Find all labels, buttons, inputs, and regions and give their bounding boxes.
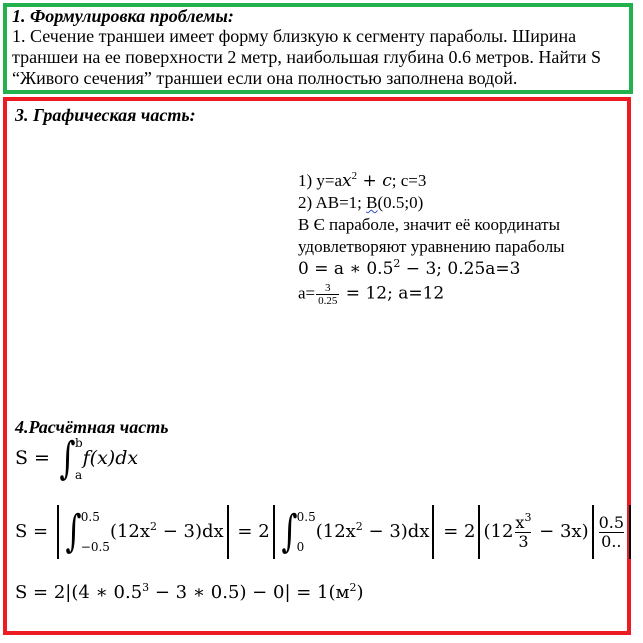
step-3: В Є параболе, значит её координаты [298,215,561,234]
fraction: $\frac{3}{0.25}$ [318,282,338,307]
integral-sign: ∫ [59,433,76,484]
formula-final-result: S = 2|(4 ∗ $0.5^3 - 3$ ∗ $0.5) - 0| = 1(м^2)$ [15,581,364,603]
formula-integral-definition: S = ∫ b a f(x)dx [15,433,139,484]
calc-heading: 4.Расчётная часть [15,417,169,437]
problem-heading: 1. Формулировка проблемы: [12,6,234,26]
problem-line-2: траншеи на ее поверхности 2 метр, наибольшая глубина 0.6 метров. Найти S [12,47,602,67]
integral-sign: ∫ [281,506,298,557]
graphic-steps [298,170,565,307]
problem-line-1: 1. Сечение траншеи имеет форму близкую к сегменту параболы. Ширина [12,26,577,46]
step-2: 2) AB=1; B(0.5;0) [298,193,424,212]
step-4: удовлетворяют уравнению параболы [298,237,565,256]
graphic-heading: 3. Графическая часть: [15,105,196,125]
integral-sign: ∫ [65,506,82,557]
step-5: 0 = a ∗ $0.5^2 - 3$; 0.25a=3 [298,257,521,279]
formula-integral-evaluation: S = ∫ 0.5 −0.5 $(12x^2 - 3)dx = 2$ ∫ 0.5 0 $(12x^2 - 3)dx = 2$ (12 $\frac{x^3}{3}$ − 3x) $\frac{0.5}{0..}$ [15,505,634,559]
step-6: a= $\frac{3}{0.25}$ = 12; a=12 [298,282,445,307]
problem-line-3: “Живого сечения” траншеи если она полностью заполнена водой. [12,68,518,88]
step-1: 1) $y=ax^2 + c$; c=3 [298,170,427,191]
